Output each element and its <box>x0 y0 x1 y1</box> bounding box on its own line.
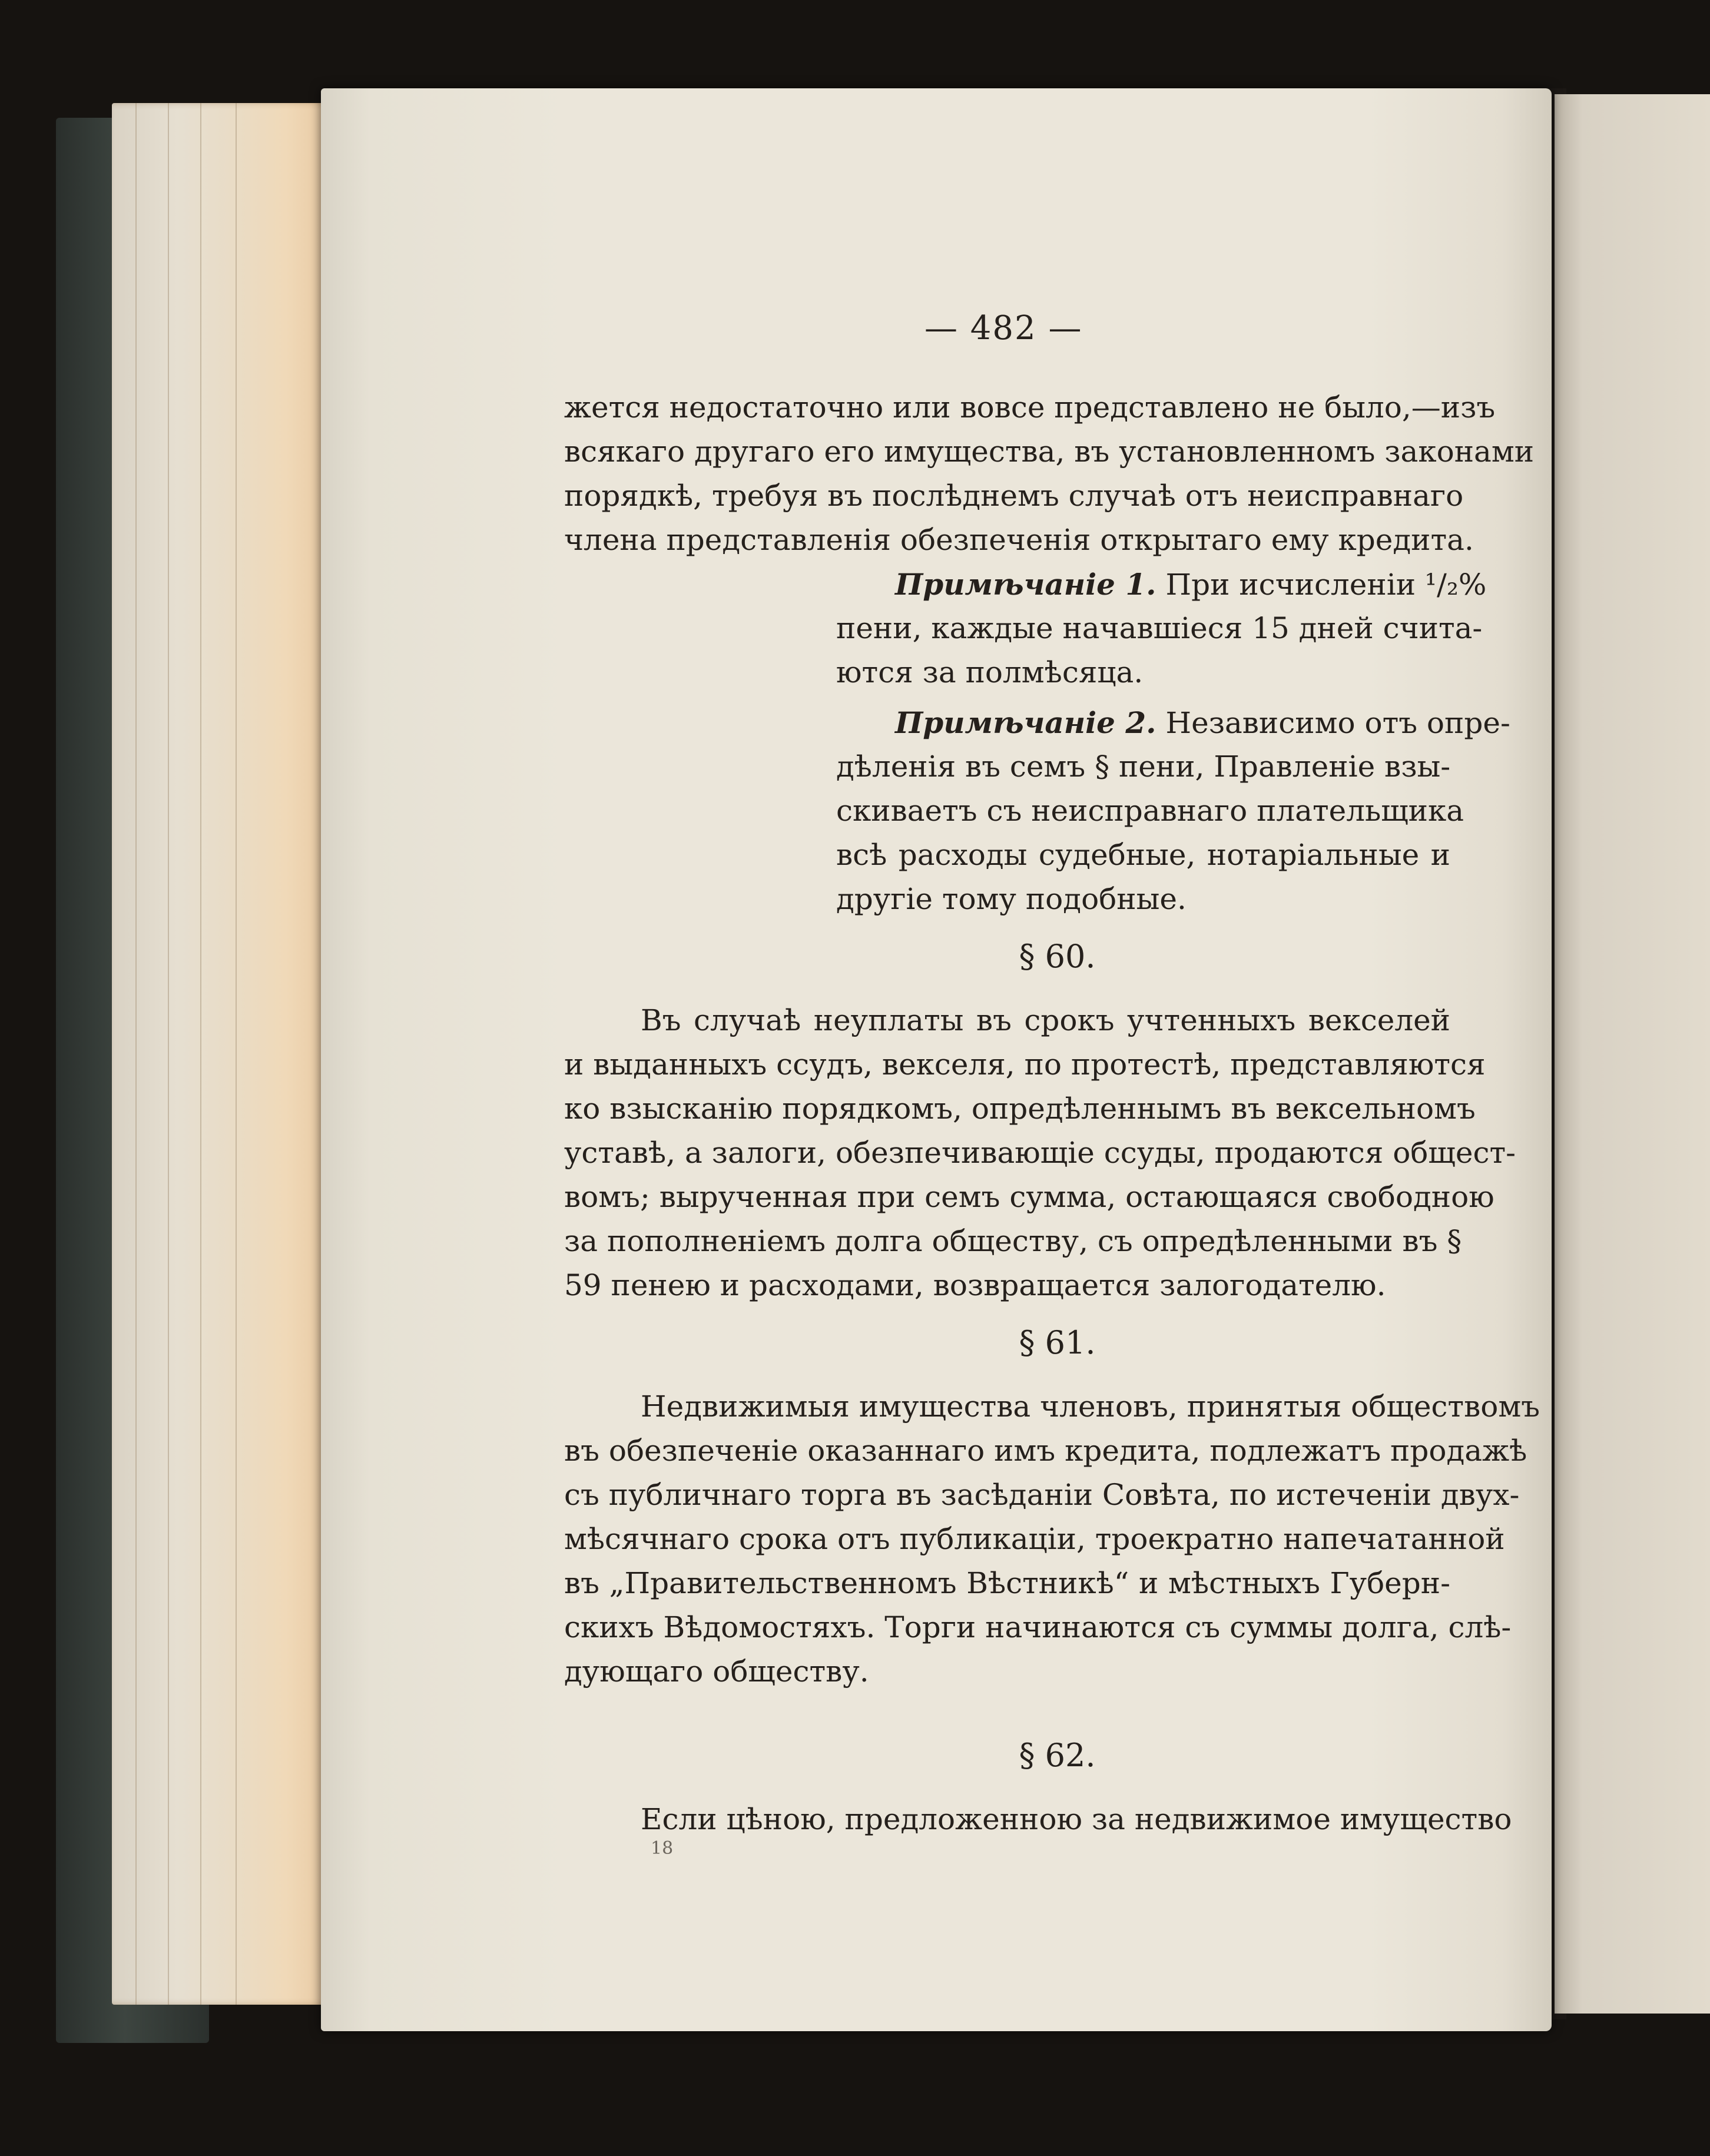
text-line: члена представленія обезпеченія открытаго ему кредита. <box>564 523 1474 557</box>
page-stack <box>112 103 330 2005</box>
text-line: и выданныхъ ссудъ, векселя, по протестѣ, представляются <box>564 1047 1486 1082</box>
text-line: другіе тому подобные. <box>836 882 1187 916</box>
page-number: — 482 — <box>924 309 1083 347</box>
text-line: мѣсячнаго срока отъ публикаціи, троекратно напечатанной <box>564 1522 1505 1556</box>
spacer <box>564 695 1450 701</box>
note-text: При исчисленіи ¹/₂% <box>1165 568 1487 602</box>
text-line: дѣленія въ семъ § пени, Правленіе взы- <box>836 749 1451 784</box>
paragraph-61 <box>564 1385 1540 1694</box>
note-2 <box>836 701 1510 921</box>
page-edge-line <box>236 103 237 2005</box>
text-line: дующаго обществу. <box>564 1654 869 1689</box>
text-line: 59 пенею и расходами, возвращается залогодателю. <box>564 1268 1386 1302</box>
text-line: Въ случаѣ неуплаты въ срокъ учтенныхъ векселей <box>641 1003 1450 1037</box>
text-line <box>836 562 1487 606</box>
text-line: Если цѣною, предложенною за недвижимое имущество <box>641 1802 1512 1836</box>
text-line: всѣ расходы судебные, нотаріальные и <box>836 838 1450 872</box>
note-1 <box>836 562 1487 695</box>
text-line: въ обезпеченіе оказаннаго имъ кредита, подлежатъ продажѣ <box>564 1434 1527 1468</box>
text-line <box>836 701 1510 745</box>
page-edge-line <box>168 103 169 2005</box>
text-line: порядкѣ, требуя въ послѣднемъ случаѣ отъ неисправнаго <box>564 479 1464 513</box>
note-text: Независимо отъ опре- <box>1165 706 1510 740</box>
note-label: Примѣчаніе 2. <box>895 705 1156 740</box>
section-heading-60: § 60. <box>1019 938 1096 975</box>
page-edge-line <box>200 103 201 2005</box>
page-edge-line <box>135 103 137 2005</box>
text-line: всякаго другаго его имущества, въ установленномъ законами <box>564 434 1535 469</box>
text-line: пени, каждые начавшіеся 15 дней счита- <box>836 611 1483 645</box>
paragraph-62 <box>564 1797 1512 1842</box>
facing-page-edge <box>1555 94 1710 2014</box>
note-label: Примѣчаніе 1. <box>895 567 1156 602</box>
text-line: жется недостаточно или вовсе представлено не было,—изъ <box>564 390 1496 424</box>
paragraph-60 <box>564 999 1516 1308</box>
text-line: въ „Правительственномъ Вѣстникѣ“ и мѣстныхъ Губерн- <box>564 1566 1450 1600</box>
text-line: ко взысканію порядкомъ, опредѣленнымъ въ вексельномъ <box>564 1092 1476 1126</box>
text-line: съ публичнаго торга въ засѣданіи Совѣта, по истеченіи двух- <box>564 1478 1520 1512</box>
text-line: скиваетъ съ неисправнаго плательщика <box>836 794 1464 828</box>
text-line: ются за полмѣсяца. <box>836 655 1144 689</box>
text-line: скихъ Вѣдомостяхъ. Торги начинаются съ суммы долга, слѣ- <box>564 1610 1512 1644</box>
section-heading-62: § 62. <box>1019 1737 1096 1774</box>
text-line: за пополненіемъ долга обществу, съ опредѣленными въ § <box>564 1224 1462 1258</box>
page-text <box>564 386 1540 1842</box>
paragraph-continuation <box>564 386 1535 562</box>
section-heading-61: § 61. <box>1019 1324 1096 1361</box>
printer-signature: 18 <box>651 1838 674 1859</box>
text-line: вомъ; вырученная при семъ сумма, остающаяся свободною <box>564 1180 1494 1214</box>
text-line: Недвижимыя имущества членовъ, принятыя обществомъ <box>641 1389 1540 1424</box>
spacer <box>564 1694 1450 1720</box>
text-line: уставѣ, а залоги, обезпечивающіе ссуды, продаются общест- <box>564 1136 1516 1170</box>
